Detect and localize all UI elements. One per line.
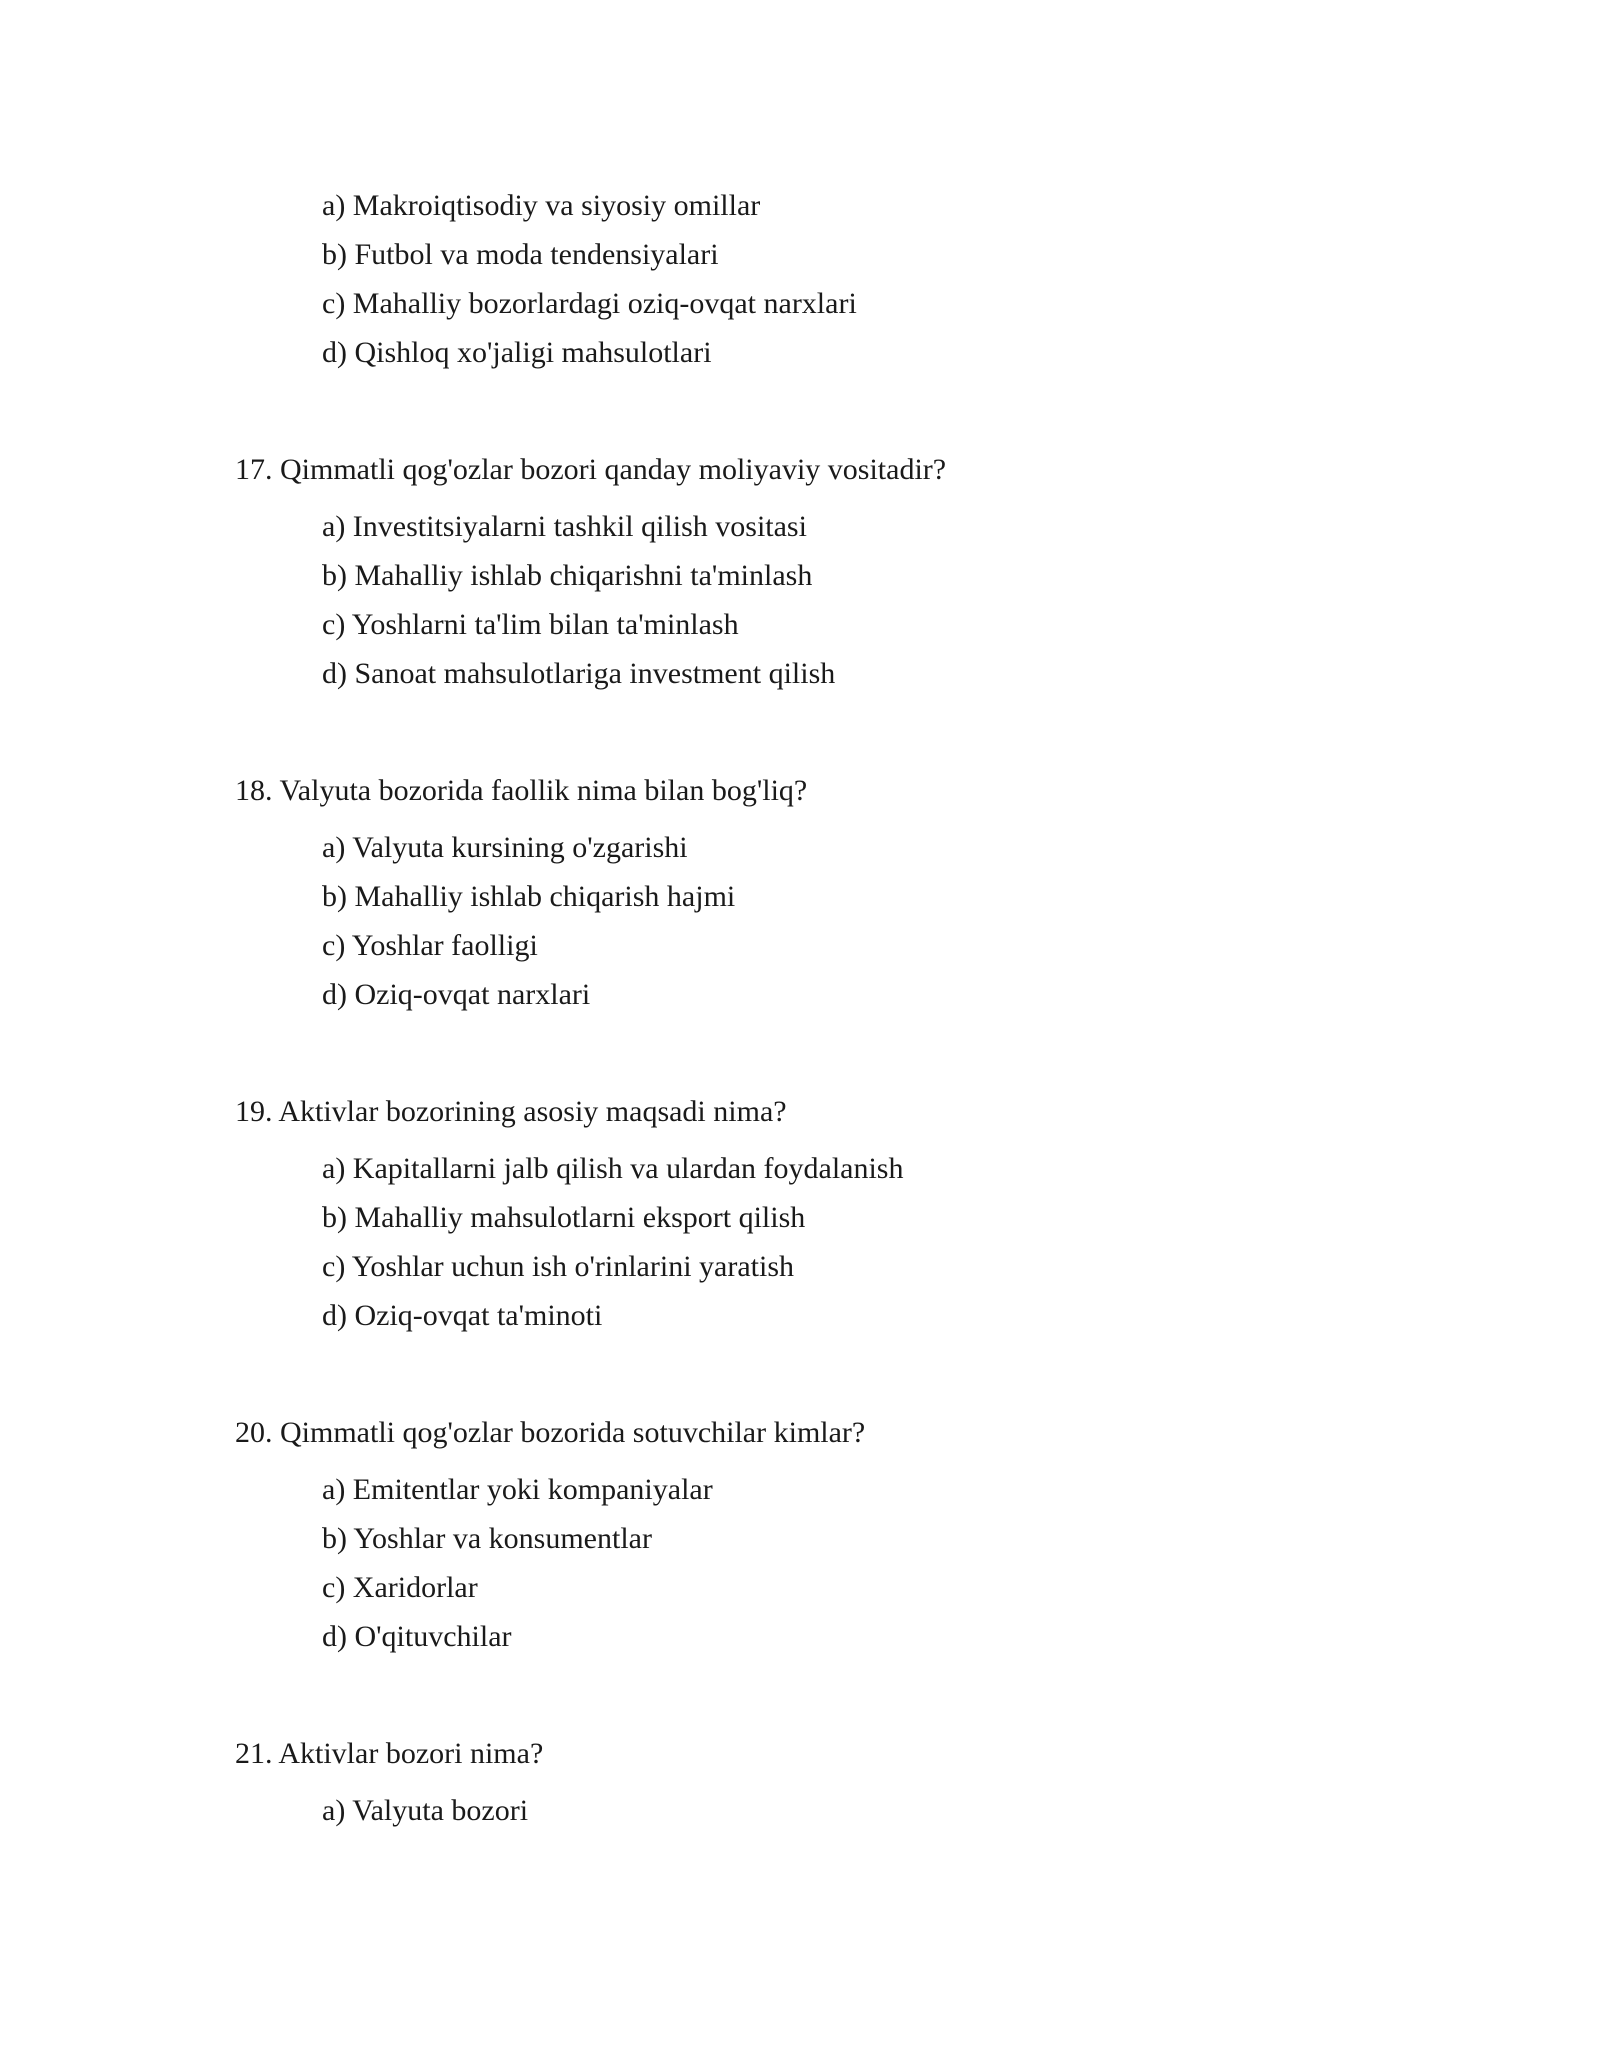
option-a: a) Valyuta kursining o'zgarishi	[322, 831, 688, 864]
option-b: b) Yoshlar va konsumentlar	[322, 1522, 652, 1555]
option-c: c) Xaridorlar	[322, 1571, 478, 1604]
option-c: c) Yoshlarni ta'lim bilan ta'minlash	[322, 608, 739, 641]
option-a: a) Valyuta bozori	[322, 1794, 529, 1827]
option-c: c) Yoshlar uchun ish o'rinlarini yaratish	[322, 1250, 795, 1283]
option-d: d) Oziq-ovqat narxlari	[322, 978, 591, 1011]
option-a: a) Kapitallarni jalb qilish va ulardan foydalanish	[322, 1152, 904, 1185]
option-a: a) Makroiqtisodiy va siyosiy omillar	[322, 189, 761, 222]
option-b: b) Futbol va moda tendensiyalari	[322, 238, 719, 271]
option-b: b) Mahalliy mahsulotlarni eksport qilish	[322, 1201, 806, 1234]
option-b: b) Mahalliy ishlab chiqarish hajmi	[322, 880, 736, 913]
option-d: d) Oziq-ovqat ta'minoti	[322, 1299, 603, 1332]
option-b: b) Mahalliy ishlab chiqarishni ta'minlash	[322, 559, 813, 592]
question-text: 20. Qimmatli qog'ozlar bozorida sotuvchilar kimlar?	[235, 1416, 866, 1449]
question-text: 18. Valyuta bozorida faollik nima bilan bog'liq?	[235, 774, 808, 807]
option-d: d) O'qituvchilar	[322, 1620, 512, 1653]
option-a: a) Investitsiyalarni tashkil qilish vositasi	[322, 510, 807, 543]
option-c: c) Mahalliy bozorlardagi oziq-ovqat narxlari	[322, 287, 857, 320]
question-text: 17. Qimmatli qog'ozlar bozori qanday moliyaviy vositadir?	[235, 453, 947, 486]
option-d: d) Qishloq xo'jaligi mahsulotlari	[322, 336, 712, 369]
question-text: 19. Aktivlar bozorining asosiy maqsadi nima?	[235, 1095, 787, 1128]
option-d: d) Sanoat mahsulotlariga investment qilish	[322, 657, 836, 690]
question-text: 21. Aktivlar bozori nima?	[235, 1737, 544, 1770]
option-a: a) Emitentlar yoki kompaniyalar	[322, 1473, 713, 1506]
option-c: c) Yoshlar faolligi	[322, 929, 538, 962]
